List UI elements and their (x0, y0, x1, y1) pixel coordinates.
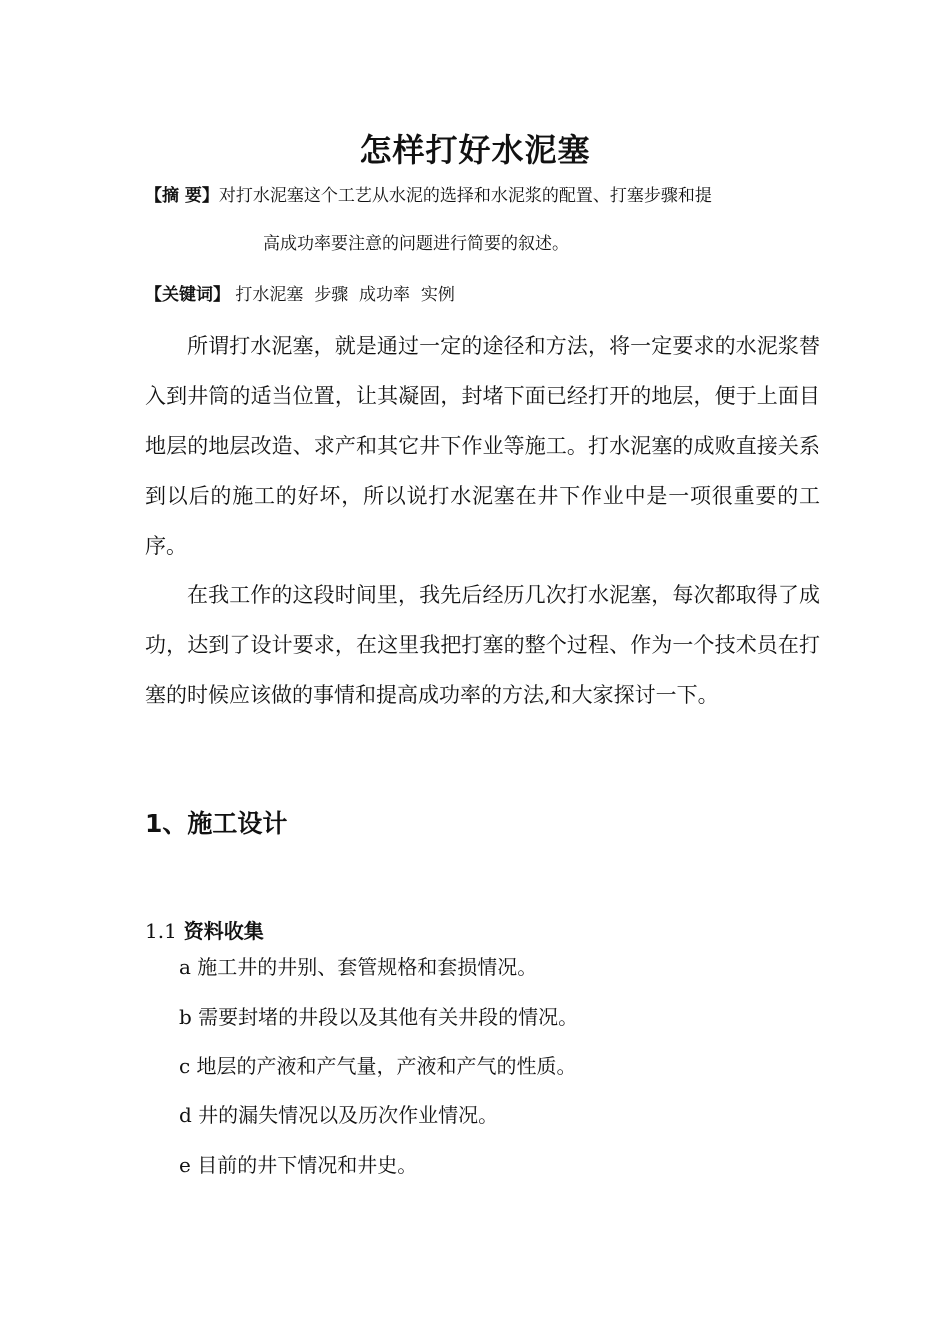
subsection-number: 1.1 (145, 919, 177, 943)
subsection-heading (145, 916, 264, 946)
body-paragraph-2: 在我工作的这段时间里，我先后经历几次打水泥塞，每次都取得了成功，达到了设计要求，在这里我把打塞的整个过程、作为一个技术员在打塞的时候应该做的事情和提高成功率的方法,和大家探讨一下。 (145, 583, 820, 707)
list-item: a 施工井的井别、套管规格和套损情况。 (179, 955, 538, 979)
body-paragraph-1: 所谓打水泥塞，就是通过一定的途径和方法，将一定要求的水泥浆替入到井筒的适当位置，让其凝固，封堵下面已经打开的地层，便于上面目地层的地层改造、求产和其它井下作业等施工。打水泥塞的成败直接关系到以后的施工的好坏，所以说打水泥塞在井下作业中是一项很重要的工序。 (145, 334, 820, 558)
abstract-line-2: 高成功率要注意的问题进行简要的叙述。 (263, 234, 569, 254)
list-item: d 井的漏失情况以及历次作业情况。 (179, 1103, 499, 1127)
list-item: c 地层的产液和产气量，产液和产气的性质。 (179, 1054, 577, 1078)
abstract-text-1: 对打水泥塞这个工艺从水泥的选择和水泥浆的配置、打塞步骤和提 (218, 186, 712, 206)
subsection-title: 资料收集 (183, 919, 264, 943)
abstract-line-1 (145, 183, 712, 209)
abstract-label: 【摘 要】 (145, 186, 219, 206)
document-title: 怎样打好水泥塞 (359, 131, 591, 169)
list-item: b 需要封堵的井段以及其他有关井段的情况。 (179, 1005, 579, 1029)
list-item: e 目前的井下情况和井史。 (179, 1153, 418, 1177)
keywords-label: 【关键词】 (145, 285, 230, 305)
keywords-text: 打水泥塞 步骤 成功率 实例 (235, 285, 455, 305)
section-heading: 1、施工设计 (145, 809, 288, 838)
keywords-line (145, 282, 455, 308)
